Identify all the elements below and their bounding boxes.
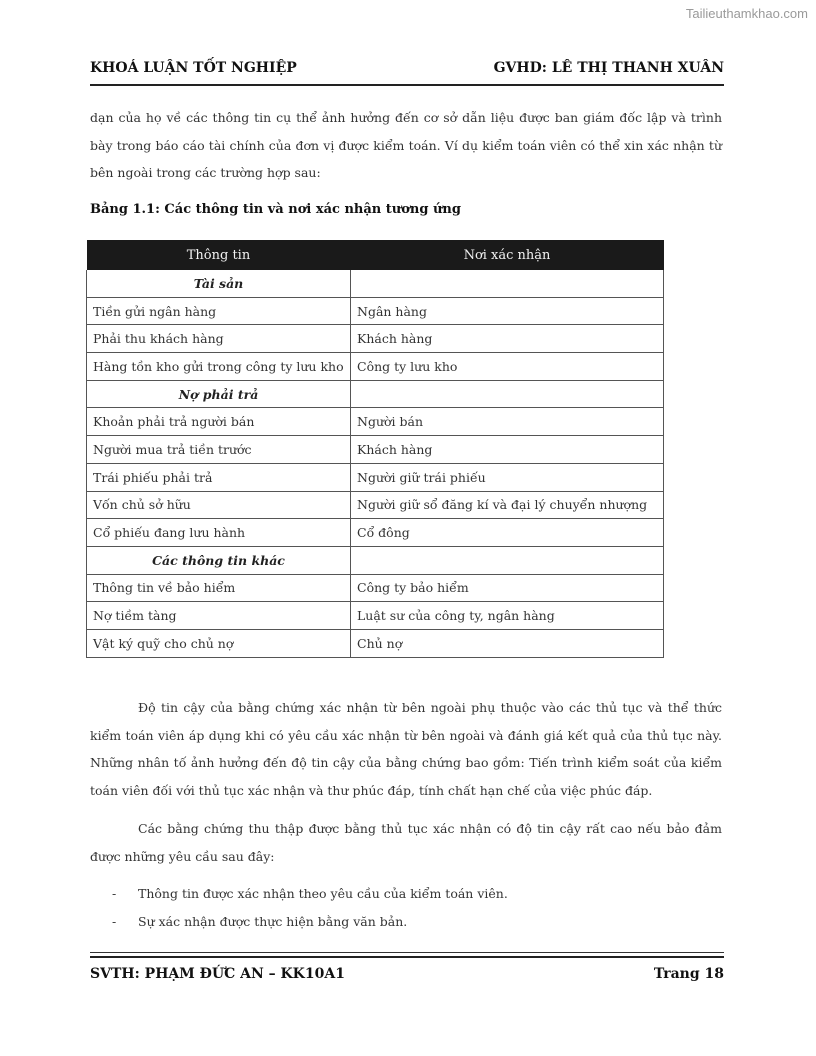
watermark-text: Tailieuthamkhao.com xyxy=(685,6,808,21)
source-cell: Chủ nợ xyxy=(351,629,664,657)
info-cell: Vốn chủ sở hữu xyxy=(87,491,351,519)
source-cell: Ngân hàng xyxy=(351,297,664,325)
table-row xyxy=(87,519,664,547)
section-label: Nợ phải trả xyxy=(87,380,351,408)
list-item-text: Sự xác nhận được thực hiện bằng văn bản. xyxy=(138,913,408,929)
info-cell: Cổ phiếu đang lưu hành xyxy=(87,519,351,547)
table-row xyxy=(87,353,664,381)
footer-divider-thick xyxy=(90,956,724,958)
table-row xyxy=(87,602,664,630)
info-cell: Hàng tồn kho gửi trong công ty lưu kho xyxy=(87,353,351,381)
source-cell: Khách hàng xyxy=(351,436,664,464)
table-section-row xyxy=(87,270,664,297)
table-row xyxy=(87,491,664,519)
list-item xyxy=(112,880,508,908)
footer-page-number: Trang 18 xyxy=(653,966,724,982)
info-cell: Thông tin về bảo hiểm xyxy=(87,574,351,602)
info-cell: Tiền gửi ngân hàng xyxy=(87,297,351,325)
page-footer xyxy=(90,966,724,982)
page-header xyxy=(90,60,724,76)
source-cell xyxy=(351,380,664,408)
info-cell: Người mua trả tiền trước xyxy=(87,436,351,464)
footer-divider-thin xyxy=(90,952,724,953)
table-body xyxy=(87,270,664,657)
source-cell: Luật sư của công ty, ngân hàng xyxy=(351,602,664,630)
info-cell: Nợ tiềm tàng xyxy=(87,602,351,630)
info-cell: Vật ký quỹ cho chủ nợ xyxy=(87,629,351,657)
requirements-paragraph: Các bằng chứng thu thập được bằng thủ tục xác nhận có độ tin cậy rất cao nếu bảo đảm được những yêu cầu sau đây: xyxy=(90,821,722,864)
reliability-paragraph: Độ tin cậy của bằng chứng xác nhận từ bên ngoài phụ thuộc vào các thủ tục và thể thức kiểm toán viên áp dụng khi có yêu cầu xác nhận từ bên ngoài và đánh giá kết quả của thủ tục này. Những nhân tố ảnh hưởng đến độ tin cậy của bằng chứng bao gồm: Tiến trình kiểm soát của kiểm toán viên đối với thủ tục xác nhận và thư phúc đáp, tính chất hạn chế của việc phúc đáp. xyxy=(90,700,722,798)
header-thesis-title: KHOÁ LUẬN TỐT NGHIỆP xyxy=(90,60,297,76)
confirmation-table xyxy=(86,240,664,658)
section-label: Tài sản xyxy=(87,270,351,297)
intro-paragraph: dạn của họ về các thông tin cụ thể ảnh hưởng đến cơ sở dẫn liệu được ban giám đốc lập và trình bày trong báo cáo tài chính của đơn vị được kiểm toán. Ví dụ kiểm toán viên có thể xin xác nhận từ bên ngoài trong các trường hợp sau: xyxy=(90,110,722,180)
header-advisor: GVHD: LÊ THỊ THANH XUÂN xyxy=(493,60,724,76)
table-header-info: Thông tin xyxy=(87,240,351,270)
source-cell: Người giữ trái phiếu xyxy=(351,463,664,491)
table-row xyxy=(87,325,664,353)
list-item xyxy=(112,908,508,936)
source-cell: Cổ đông xyxy=(351,519,664,547)
source-cell: Khách hàng xyxy=(351,325,664,353)
table-section-row xyxy=(87,380,664,408)
table-header-source: Nơi xác nhận xyxy=(351,240,664,270)
info-cell: Trái phiếu phải trả xyxy=(87,463,351,491)
table-caption: Bảng 1.1: Các thông tin và nơi xác nhận tương ứng xyxy=(90,202,461,217)
requirements-list xyxy=(112,880,508,935)
source-cell: Công ty lưu kho xyxy=(351,353,664,381)
source-cell xyxy=(351,546,664,574)
table-section-row xyxy=(87,546,664,574)
table-row xyxy=(87,436,664,464)
table-row xyxy=(87,408,664,436)
table-row xyxy=(87,463,664,491)
list-item-text: Thông tin được xác nhận theo yêu cầu của kiểm toán viên. xyxy=(138,886,508,901)
table-row xyxy=(87,297,664,325)
footer-student: SVTH: PHẠM ĐỨC AN – KK10A1 xyxy=(90,966,345,982)
info-cell: Khoản phải trả người bán xyxy=(87,408,351,436)
table-row xyxy=(87,574,664,602)
source-cell: Công ty bảo hiểm xyxy=(351,574,664,602)
header-divider xyxy=(90,84,724,86)
source-cell xyxy=(351,270,664,297)
info-cell: Phải thu khách hàng xyxy=(87,325,351,353)
bullet-marker: - xyxy=(112,913,117,929)
source-cell: Người giữ sổ đăng kí và đại lý chuyển nhượng xyxy=(351,491,664,519)
bullet-marker: - xyxy=(112,886,117,901)
section-label: Các thông tin khác xyxy=(87,546,351,574)
table-header-row xyxy=(87,240,664,270)
table-row xyxy=(87,629,664,657)
source-cell: Người bán xyxy=(351,408,664,436)
